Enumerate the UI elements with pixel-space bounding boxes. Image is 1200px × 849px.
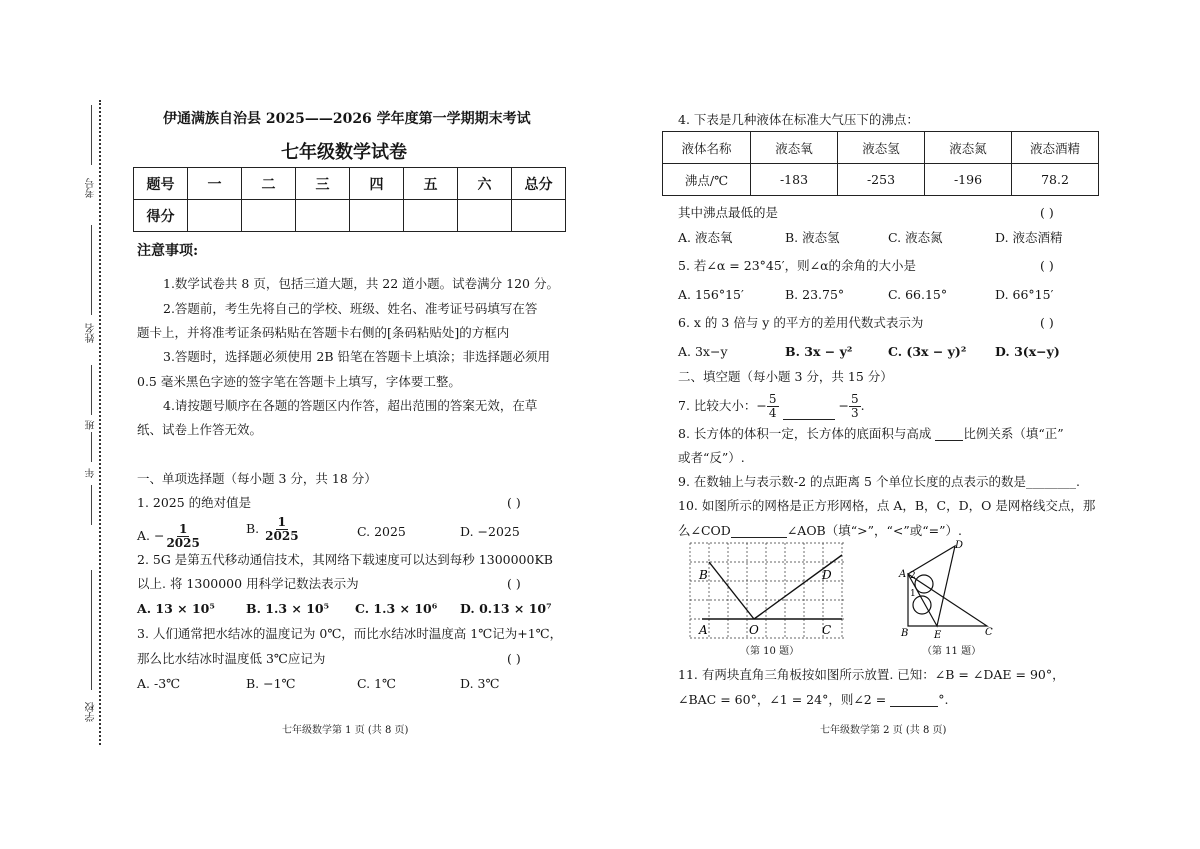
q11-line2: ∠BAC = 60°，∠1 = 24°，则∠2 = °. <box>678 692 949 707</box>
score-cell-q3: 三 <box>296 168 350 200</box>
binding-dotted-line <box>99 100 101 745</box>
q1-option-c: C. 2025 <box>357 524 406 539</box>
q10-line2: 么∠COD ∠AOB（填“>”，“<”或“=”）. <box>678 523 962 538</box>
q2-stem-line2: 以上. 将 1300000 用科学记数法表示为 <box>137 576 359 591</box>
q4-answer-paren: ( ) <box>1040 205 1054 220</box>
notice-line: 3.答题时，选择题必须使用 2B 铅笔在答题卡上填涂；非选择题必须用 <box>163 349 551 364</box>
score-row-label: 得分 <box>134 200 188 232</box>
notice-line: 题卡上，并将准考证条码粘贴在答题卡右侧的[条码粘贴处]的方框内 <box>137 325 510 340</box>
q10-answer-blank[interactable] <box>731 537 787 538</box>
q8-line2: 或者“反”）. <box>678 450 745 465</box>
fig10-label-d: D <box>822 568 832 582</box>
q3-stem-line2: 那么比水结冰时温度低 3℃应记为 <box>137 651 326 666</box>
q1-option-b: B. $\frac{1}{2025}$ <box>246 515 299 543</box>
q4-option-d: D. 液态酒精 <box>995 230 1063 245</box>
grid-lines <box>690 543 844 638</box>
section1-heading: 一、单项选择题（每小题 3 分，共 18 分） <box>137 471 377 486</box>
boiling-table-value-row <box>663 164 1099 196</box>
fig10-label-a: A <box>699 623 708 637</box>
q5-stem: 5. 若∠α = 23°45′，则∠α的余角的大小是 <box>678 258 917 273</box>
fig11-label-b: B <box>901 628 909 639</box>
fig11-label-c: C <box>985 627 993 638</box>
q2-option-c: C. 1.3 × 10⁶ <box>355 601 438 616</box>
score-cell-q2: 二 <box>242 168 296 200</box>
boiling-point-table <box>662 131 1099 196</box>
boil-header-cell: 液态氮 <box>925 132 1012 164</box>
xingming-line <box>91 225 92 315</box>
q5-option-b: B. 23.75° <box>785 287 845 302</box>
score-table <box>133 167 566 232</box>
q3-stem-line1: 3. 人们通常把水结冰的温度记为 0℃，而比水结冰时温度高 1℃记为+1℃， <box>137 626 563 641</box>
q9-stem: 9. 在数轴上与表示数-2 的点距离 5 个单位长度的点表示的数是________. <box>678 474 1080 489</box>
nian-label: 年 <box>86 468 97 478</box>
q5-option-c: C. 66.15° <box>888 287 948 302</box>
score-blank[interactable] <box>404 200 458 232</box>
q4-option-b: B. 液态氢 <box>785 230 840 245</box>
q1-option-d: D. −2025 <box>460 524 520 539</box>
score-blank[interactable] <box>350 200 404 232</box>
q5-option-d: D. 66°15′ <box>995 287 1054 302</box>
q8-answer-blank[interactable] <box>935 440 963 441</box>
q4-option-a: A. 液态氧 <box>678 230 733 245</box>
q6-stem: 6. x 的 3 倍与 y 的平方的差用代数式表示为 <box>678 315 924 330</box>
xingming-label: 姓名 <box>86 323 97 343</box>
score-cell-q4: 四 <box>350 168 404 200</box>
q5-option-a: A. 156°15′ <box>678 287 744 302</box>
score-table-score-row <box>134 200 566 232</box>
score-cell-total: 总分 <box>512 168 566 200</box>
q4-option-c: C. 液态氮 <box>888 230 943 245</box>
score-blank[interactable] <box>296 200 350 232</box>
q2-option-b: B. 1.3 × 10⁵ <box>246 601 330 616</box>
fig11-label-angle2: 2 <box>910 571 916 581</box>
ban-label: 班 <box>86 420 97 430</box>
q6-answer-paren: ( ) <box>1040 315 1054 330</box>
fig10-label-c: C <box>822 623 832 637</box>
figure-11-triangles <box>897 538 997 640</box>
boil-value-cell: -196 <box>925 164 1012 196</box>
fig10-caption: （第 10 题） <box>740 646 800 657</box>
q6-option-b: B. 3x − y² <box>785 344 853 359</box>
q8-line1: 8. 长方体的体积一定，长方体的底面积与高成 比例关系（填“正” <box>678 426 1064 441</box>
xuexiao-line <box>91 570 92 690</box>
boil-header-cell: 液态氢 <box>838 132 925 164</box>
kaohao-label: 考号 <box>86 178 97 198</box>
q1-option-a: A. − $\frac{1}{2025}$ <box>137 522 200 550</box>
fig11-caption: （第 11 题） <box>922 646 982 657</box>
boil-header-cell: 液体名称 <box>663 132 751 164</box>
exam-header: 伊通满族自治县 2025——2026 学年度第一学期期末考试 <box>163 111 531 127</box>
q11-answer-blank[interactable] <box>890 706 938 707</box>
boil-value-cell: 沸点/℃ <box>663 164 751 196</box>
figure-10-rays <box>702 555 842 619</box>
kaohao-line <box>91 105 92 165</box>
q3-answer-paren: ( ) <box>507 651 521 666</box>
score-blank[interactable] <box>188 200 242 232</box>
page2-footer: 七年级数学第 2 页 (共 8 页) <box>820 725 947 736</box>
q6-option-c: C. (3x − y)² <box>888 344 967 359</box>
q2-option-d: D. 0.13 × 10⁷ <box>460 601 552 616</box>
q4-stem: 4. 下表是几种液体在标准大气压下的沸点： <box>678 112 919 127</box>
q2-stem-line1: 2. 5G 是第五代移动通信技术，其网络下载速度可以达到每秒 1300000KB <box>137 552 553 567</box>
fig11-label-d: D <box>955 540 964 551</box>
boiling-table-header-row <box>663 132 1099 164</box>
notice-line: 1.数学试卷共 8 页，包括三道大题，共 22 道小题。试卷满分 120 分。 <box>163 276 559 291</box>
notice-title: 注意事项: <box>137 243 199 259</box>
figure-11-lines <box>908 546 987 626</box>
q7-answer-blank[interactable] <box>783 419 835 420</box>
fig11-label-a: A <box>899 569 907 580</box>
figure-10-grid <box>688 541 848 641</box>
nian-line-top <box>91 432 92 462</box>
notice-line: 4.请按题号顺序在各题的答题区内作答，超出范围的答案无效，在草 <box>163 398 538 413</box>
q1-answer-paren: ( ) <box>507 495 521 510</box>
score-blank[interactable] <box>458 200 512 232</box>
score-cell-label: 题号 <box>134 168 188 200</box>
page1-footer: 七年级数学第 1 页 (共 8 页) <box>282 725 409 736</box>
q3-option-a: A. -3℃ <box>137 676 181 691</box>
score-table-header-row <box>134 168 566 200</box>
nian-line-bottom <box>91 485 92 525</box>
boil-header-cell: 液态氧 <box>751 132 838 164</box>
xuexiao-label: 学校 <box>86 702 97 722</box>
notice-line: 2.答题前，考生先将自己的学校、班级、姓名、准考证号码填写在答 <box>163 301 538 316</box>
score-blank[interactable] <box>242 200 296 232</box>
score-cell-q1: 一 <box>188 168 242 200</box>
fig11-label-e: E <box>934 630 942 640</box>
q6-option-d: D. 3(x−y) <box>995 344 1060 359</box>
q3-option-b: B. −1℃ <box>246 676 296 691</box>
q6-option-a: A. 3x−y <box>678 344 728 359</box>
q4-question: 其中沸点最低的是 <box>678 205 779 220</box>
q5-answer-paren: ( ) <box>1040 258 1054 273</box>
fig10-label-b: B <box>699 568 708 582</box>
q7-line: 7. 比较大小：− $\frac{5}{4}$ − $\frac{5}{3}$ . <box>678 392 865 420</box>
ban-line <box>91 365 92 415</box>
fig11-label-angle1: 1 <box>910 589 916 599</box>
notice-line: 0.5 毫米黑色字迹的签字笔在答题卡上填写，字体要工整。 <box>137 374 461 389</box>
q3-option-d: D. 3℃ <box>460 676 500 691</box>
boil-value-cell: -253 <box>838 164 925 196</box>
notice-line: 纸、试卷上作答无效。 <box>137 422 263 437</box>
q11-line1: 11. 有两块直角三角板按如图所示放置. 已知：∠B = ∠DAE = 90°， <box>678 667 1065 682</box>
fig10-label-o: O <box>749 623 759 637</box>
section2-heading: 二、填空题（每小题 3 分，共 15 分） <box>678 369 893 384</box>
score-cell-q5: 五 <box>404 168 458 200</box>
q1-stem: 1. 2025 的绝对值是 <box>137 495 252 510</box>
boil-value-cell: -183 <box>751 164 838 196</box>
boil-header-cell: 液态酒精 <box>1012 132 1099 164</box>
q3-option-c: C. 1℃ <box>357 676 397 691</box>
q2-answer-paren: ( ) <box>507 576 521 591</box>
boil-value-cell: 78.2 <box>1012 164 1099 196</box>
score-blank[interactable] <box>512 200 566 232</box>
score-cell-q6: 六 <box>458 168 512 200</box>
q10-line1: 10. 如图所示的网格是正方形网格，点 A，B，C，D，O 是网格线交点，那 <box>678 498 1096 513</box>
exam-title: 七年级数学试卷 <box>281 142 407 163</box>
q2-option-a: A. 13 × 10⁵ <box>137 601 215 616</box>
